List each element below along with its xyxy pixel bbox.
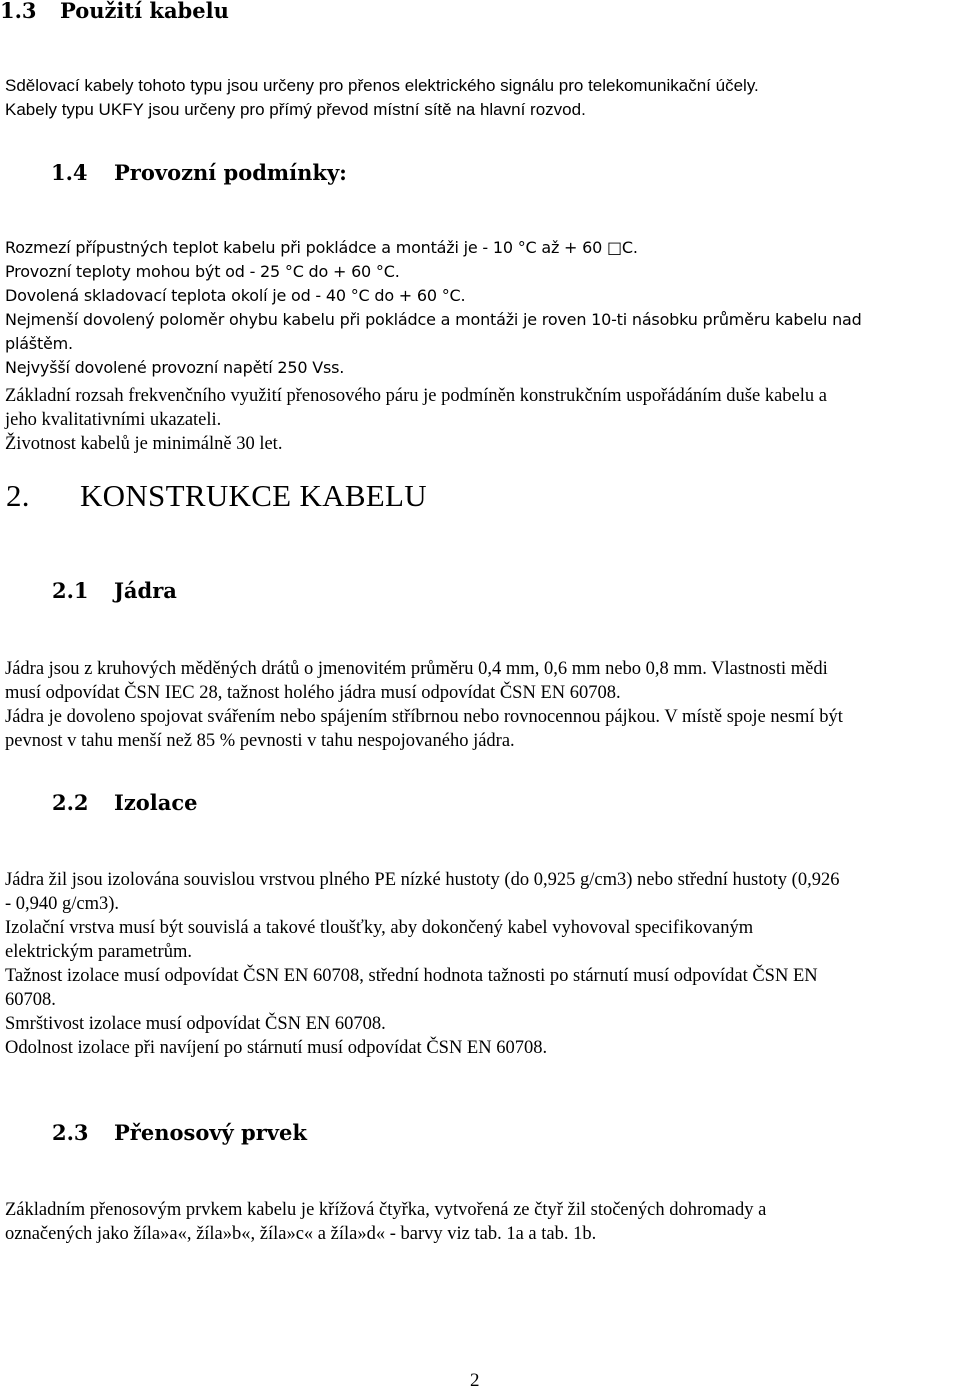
text-line: - 0,940 g/cm3). bbox=[5, 894, 120, 914]
section-number: 1.4 bbox=[51, 160, 88, 185]
text-line: Provozní teploty mohou být od - 25 °C do + 60 °C. bbox=[5, 262, 400, 281]
text-line: Kabely typu UKFY jsou určeny pro přímý převod místní sítě na hlavní rozvod. bbox=[5, 100, 586, 119]
chapter-heading-2 bbox=[6, 478, 427, 514]
section-number: 2.3 bbox=[52, 1120, 89, 1145]
text-line: Rozmezí přípustných teplot kabelu při pokládce a montáži je - 10 °C až + 60 □C. bbox=[5, 238, 638, 257]
text-line: Sdělovací kabely tohoto typu jsou určeny pro přenos elektrického signálu pro telekomunikační účely. bbox=[5, 76, 759, 95]
chapter-title: KONSTRUKCE KABELU bbox=[80, 478, 427, 513]
section-title: Použití kabelu bbox=[60, 0, 229, 23]
text-line: Základním přenosovým prvkem kabelu je křížová čtyřka, vytvořená ze čtyř žil stočených dohromady a bbox=[5, 1200, 767, 1220]
text-line: Nejvyšší dovolené provozní napětí 250 Vss. bbox=[5, 358, 345, 377]
section-heading-2-2 bbox=[52, 790, 198, 815]
text-line: pláštěm. bbox=[5, 334, 73, 353]
section-heading-2-1 bbox=[52, 578, 177, 603]
text-line: Dovolená skladovací teplota okolí je od - 40 °C do + 60 °C. bbox=[5, 286, 466, 305]
text-line: Jádra jsou z kruhových měděných drátů o jmenovitém průměru 0,4 mm, 0,6 mm nebo 0,8 mm. Vlastnosti mědi bbox=[5, 659, 828, 679]
text-line: Izolační vrstva musí být souvislá a takové tloušťky, aby dokončený kabel vyhovoval specifikovaným bbox=[5, 918, 754, 938]
paragraph-insulation bbox=[5, 868, 839, 1060]
section-title: Provozní podmínky: bbox=[114, 160, 347, 185]
paragraph-frequency-range bbox=[5, 384, 827, 456]
paragraph-transmission-element bbox=[5, 1198, 766, 1246]
text-line: musí odpovídat ČSN IEC 28, tažnost holého jádra musí odpovídat ČSN EN 60708. bbox=[5, 683, 621, 703]
text-line: elektrickým parametrům. bbox=[5, 942, 192, 962]
text-line: Životnost kabelů je minimálně 30 let. bbox=[5, 434, 283, 454]
text-line: 60708. bbox=[5, 990, 56, 1010]
text-line: Jádra žil jsou izolována souvislou vrstvou plného PE nízké hustoty (do 0,925 g/cm3) nebo střední hustoty (0,926 bbox=[5, 870, 840, 890]
section-heading-1-3 bbox=[0, 0, 229, 23]
section-number: 2.1 bbox=[52, 578, 89, 603]
text-line: Smrštivost izolace musí odpovídat ČSN EN 60708. bbox=[5, 1014, 386, 1034]
section-heading-2-3 bbox=[52, 1120, 307, 1145]
text-line: Tažnost izolace musí odpovídat ČSN EN 60708, střední hodnota tažnosti po stárnutí musí odpovídat ČSN EN bbox=[5, 966, 818, 986]
section-title: Přenosový prvek bbox=[114, 1120, 307, 1145]
paragraph-usage bbox=[5, 74, 759, 122]
text-line: jeho kvalitativními ukazateli. bbox=[5, 410, 222, 430]
section-heading-1-4 bbox=[51, 160, 347, 185]
text-line: označených jako žíla»a«, žíla»b«, žíla»c« a žíla»d« - barvy viz tab. 1a a tab. 1b. bbox=[5, 1224, 597, 1244]
text-line: Nejmenší dovolený poloměr ohybu kabelu při pokládce a montáži je roven 10-ti násobku průměru kabelu nad bbox=[5, 310, 862, 329]
chapter-number: 2. bbox=[6, 478, 30, 513]
section-number: 2.2 bbox=[52, 790, 89, 815]
paragraph-cores bbox=[5, 657, 843, 753]
section-title: Izolace bbox=[114, 790, 198, 815]
text-line: Základní rozsah frekvenčního využití přenosového páru je podmíněn konstrukčním uspořádáním duše kabelu a bbox=[5, 386, 827, 406]
section-title: Jádra bbox=[114, 578, 177, 603]
text-line: Odolnost izolace při navíjení po stárnutí musí odpovídat ČSN EN 60708. bbox=[5, 1038, 548, 1058]
text-line: pevnost v tahu menší než 85 % pevnosti v tahu nespojovaného jádra. bbox=[5, 731, 515, 751]
text-line: Jádra je dovoleno spojovat svářením nebo spájením stříbrnou nebo rovnocennou pájkou. V místě spoje nesmí být bbox=[5, 707, 843, 727]
paragraph-operating-conditions bbox=[5, 236, 862, 380]
page-number: 2 bbox=[470, 1370, 480, 1391]
section-number: 1.3 bbox=[0, 0, 37, 23]
